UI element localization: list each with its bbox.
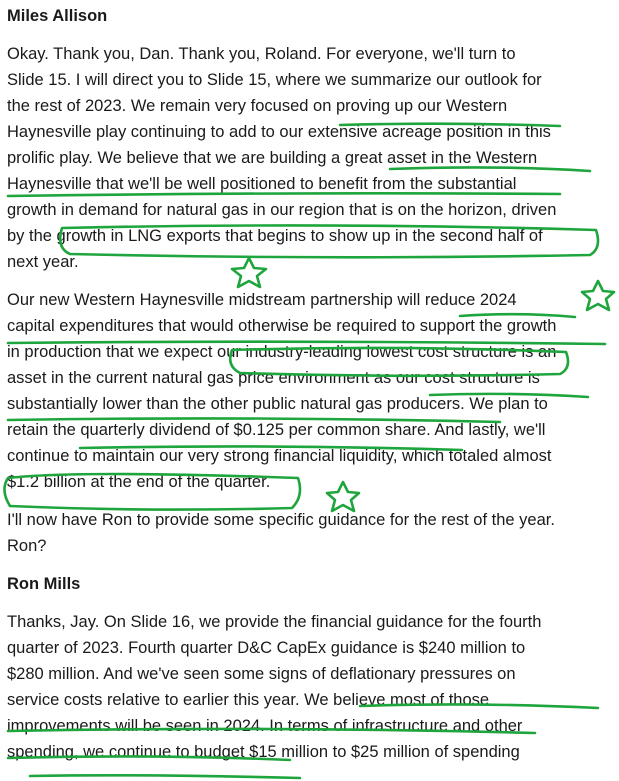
speaker-name-ron: Ron Mills: [7, 575, 81, 593]
paragraph-outlook: Okay. Thank you, Dan. Thank you, Roland. For everyone, we'll turn to Slide 15. I will direct you to Slide 15, where we summarize our outlook for the rest of 2023. We remain very focused on proving up our Western Haynesville play continuing to add to our extensive acreage position in this prolific play. We believe that we are building a great asset in the Western Haynesville that we'll be well positioned to benefit from the substantial growth in demand for natural gas in our region that is on the horizon, driven by the growth in LNG exports that begins to show up in the second half of next year.: [7, 45, 557, 271]
paragraph-guidance: Thanks, Jay. On Slide 16, we provide the financial guidance for the fourth quarter of 2023. Fourth quarter D&C CapEx guidance is $240 million to $280 million. And we've seen some signs of deflationary pressures on service costs relative to earlier this year. We believe most of those improvements will be seen in 2024. In terms of infrastructure and other spending, we continue to budget $15 million to $25 million of spending: [7, 613, 542, 761]
paragraph-midstream: Our new Western Haynesville midstream partnership will reduce 2024 capital expenditures that would otherwise be required to support the growth in production that we expect our industry-leading lowest cost structure is an asset in the current natural gas price environment as our cost structure is substantially lower than the other public natural gas producers. We plan to retain the quarterly dividend of $0.125 per common share. And lastly, we'll continue to maintain our very strong financial liquidity, which totaled almost $1.2 billion at the end of the quarter.: [7, 291, 557, 491]
paragraph-handoff: I'll now have Ron to provide some specific guidance for the rest of the year. Ron?: [7, 511, 555, 555]
transcript: [7, 0, 613, 777]
speaker-name-miles: Miles Allison: [7, 7, 108, 25]
